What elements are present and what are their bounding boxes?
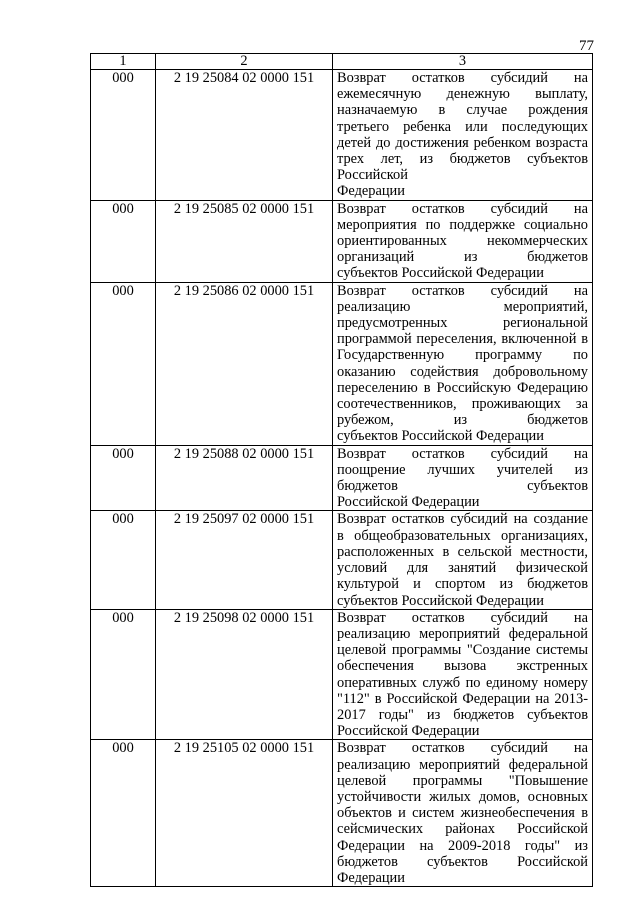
description-text-end: Российской Федерации	[337, 723, 480, 740]
description-text: Возврат остатков субсидий на ежемесячную денежную выплату, назначаемую в случае рождения третьего ребенка или последующих детей до достижения ребенком возраста трех лет, из бюджетов субъектов Российской	[337, 70, 588, 184]
description-text: Возврат остатков субсидий на поощрение лучших учителей из бюджетов субъектов	[337, 445, 588, 495]
table-row	[91, 70, 593, 201]
budget-code-cell: 2 19 25088 02 0000 151	[156, 445, 333, 511]
admin-code-cell: 000	[91, 445, 156, 511]
description-text-end: субъектов Российской Федерации	[337, 592, 544, 609]
column-header-2: 2	[156, 54, 333, 70]
description-text: Возврат остатков субсидий на реализацию мероприятий федеральной целевой программы "Создание системы обеспечения вызова экстренных оперативных служб по единому номеру "112" в Российской Федерации на 2013-2017 годы" из бюджетов субъектов	[337, 609, 588, 723]
budget-code-cell: 2 19 25105 02 0000 151	[156, 740, 333, 887]
table-row	[91, 609, 593, 740]
description-cell	[333, 609, 593, 740]
description-cell	[333, 200, 593, 282]
description-cell	[333, 70, 593, 201]
description-text-end: Российской Федерации	[337, 494, 480, 511]
budget-code-cell: 2 19 25085 02 0000 151	[156, 200, 333, 282]
description-cell	[333, 740, 593, 887]
table-row	[91, 740, 593, 887]
admin-code-cell: 000	[91, 70, 156, 201]
table-row	[91, 282, 593, 445]
description-text: Возврат остатков субсидий на реализацию мероприятий, предусмотренных региональной программой переселения, включенной в Государственную программу по оказанию содействия добровольному переселению в Российскую Федерацию соотечественников, проживающих за рубежом, из бюджетов	[337, 282, 588, 429]
budget-code-cell: 2 19 25098 02 0000 151	[156, 609, 333, 740]
admin-code-cell: 000	[91, 511, 156, 609]
description-text: Возврат остатков субсидий на реализацию мероприятий федеральной целевой программы "Повышение устойчивости жилых домов, основных объектов и систем жизнеобеспечения в сейсмических районах Российской Федерации на 2009-2018 годы" из бюджетов субъектов Российской	[337, 740, 588, 870]
column-header-1: 1	[91, 54, 156, 70]
table-row	[91, 445, 593, 511]
admin-code-cell: 000	[91, 609, 156, 740]
description-cell	[333, 511, 593, 609]
description-cell	[333, 445, 593, 511]
budget-code-cell: 2 19 25086 02 0000 151	[156, 282, 333, 445]
table-row	[91, 511, 593, 609]
column-header-3: 3	[333, 54, 593, 70]
description-text: Возврат остатков субсидий на мероприятия по поддержке социально ориентированных некоммерческих организаций из бюджетов	[337, 200, 588, 266]
description-text-end: субъектов Российской Федерации	[337, 428, 544, 445]
description-text: Возврат остатков субсидий на создание в общеобразовательных организациях, расположенных в сельской местности, условий для занятий физической культурой и спортом из бюджетов	[337, 511, 588, 593]
page-number: 77	[579, 38, 594, 54]
table-header-row	[91, 54, 593, 70]
description-text-end: Федерации	[337, 183, 405, 200]
admin-code-cell: 000	[91, 200, 156, 282]
description-text-end: субъектов Российской Федерации	[337, 265, 544, 282]
budget-code-cell: 2 19 25097 02 0000 151	[156, 511, 333, 609]
budget-code-cell: 2 19 25084 02 0000 151	[156, 70, 333, 201]
table-row	[91, 200, 593, 282]
admin-code-cell: 000	[91, 740, 156, 887]
description-cell	[333, 282, 593, 445]
budget-code-table	[90, 53, 593, 887]
description-text-end: Федерации	[337, 869, 405, 886]
admin-code-cell: 000	[91, 282, 156, 445]
